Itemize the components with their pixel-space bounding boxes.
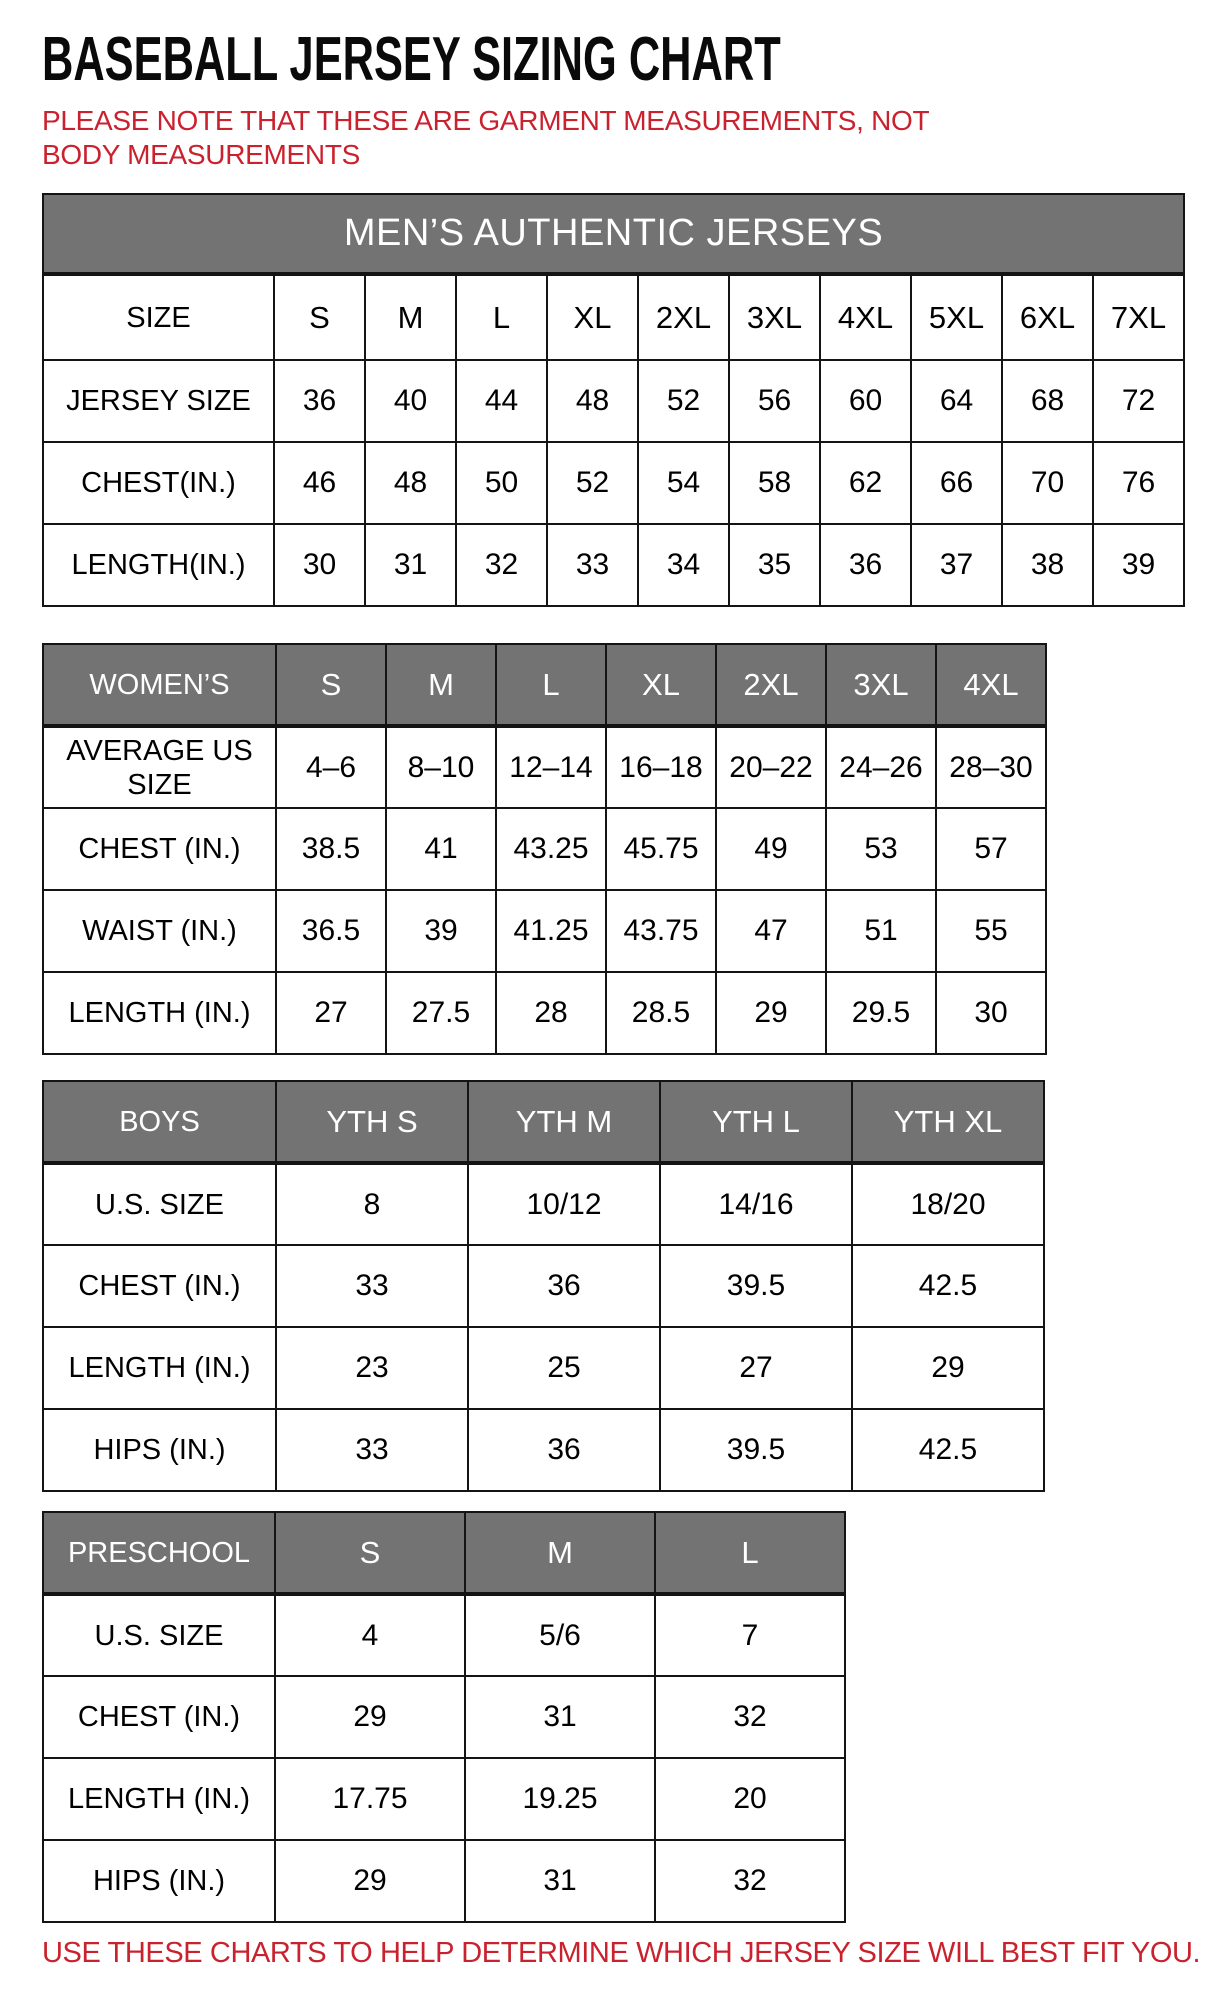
column-header-cell: XL	[606, 644, 716, 726]
size-value-cell: 33	[276, 1409, 468, 1491]
size-value-cell: 33	[276, 1245, 468, 1327]
size-value-cell: 23	[276, 1327, 468, 1409]
size-value-cell: 70	[1002, 442, 1093, 524]
mens-sizing-table	[42, 193, 1185, 607]
size-value-cell: 30	[274, 524, 365, 606]
column-header-cell: L	[496, 644, 606, 726]
row-label-cell: CHEST (IN.)	[43, 1245, 276, 1327]
size-value-cell: 4	[275, 1594, 465, 1676]
size-value-cell: 40	[365, 360, 456, 442]
column-header-cell: M	[365, 274, 456, 360]
size-value-cell: 42.5	[852, 1245, 1044, 1327]
womens-table-container	[42, 643, 1200, 1055]
size-value-cell: 58	[729, 442, 820, 524]
size-value-cell: 43.25	[496, 808, 606, 890]
size-value-cell: 36	[468, 1245, 660, 1327]
size-value-cell: 52	[638, 360, 729, 442]
size-value-cell: 54	[638, 442, 729, 524]
size-value-cell: 36	[468, 1409, 660, 1491]
boys-column-header-row	[43, 1081, 1044, 1163]
size-value-cell: 28–30	[936, 726, 1046, 808]
column-header-cell: L	[456, 274, 547, 360]
size-value-cell: 31	[465, 1676, 655, 1758]
size-value-cell: 43.75	[606, 890, 716, 972]
size-value-cell: 32	[655, 1840, 845, 1922]
womens-column-header-row	[43, 644, 1046, 726]
size-value-cell: 56	[729, 360, 820, 442]
size-value-cell: 28	[496, 972, 606, 1054]
size-value-cell: 8	[276, 1163, 468, 1245]
size-value-cell: 17.75	[275, 1758, 465, 1840]
row-label-cell: CHEST(IN.)	[43, 442, 274, 524]
column-header-cell: YTH L	[660, 1081, 852, 1163]
size-value-cell: 39	[1093, 524, 1184, 606]
size-value-cell: 64	[911, 360, 1002, 442]
column-header-cell: 2XL	[716, 644, 826, 726]
size-value-cell: 16–18	[606, 726, 716, 808]
size-value-cell: 39.5	[660, 1409, 852, 1491]
size-value-cell: 29	[716, 972, 826, 1054]
row-label-cell: AVERAGE US SIZE	[43, 726, 276, 808]
size-value-cell: 66	[911, 442, 1002, 524]
boys-table-container	[42, 1080, 1200, 1492]
boys-data-row	[43, 1163, 1044, 1245]
preschool-data-row	[43, 1758, 845, 1840]
mens-data-row	[43, 524, 1184, 606]
size-value-cell: 10/12	[468, 1163, 660, 1245]
mens-banner-row	[43, 194, 1184, 274]
size-value-cell: 76	[1093, 442, 1184, 524]
womens-data-row	[43, 890, 1046, 972]
column-header-cell: 7XL	[1093, 274, 1184, 360]
size-value-cell: 39	[386, 890, 496, 972]
womens-sizing-table	[42, 643, 1047, 1055]
column-header-cell: YTH S	[276, 1081, 468, 1163]
size-value-cell: 27	[276, 972, 386, 1054]
row-label-cell: WAIST (IN.)	[43, 890, 276, 972]
size-value-cell: 46	[274, 442, 365, 524]
table-banner: MEN’S AUTHENTIC JERSEYS	[43, 194, 1184, 274]
mens-data-row	[43, 442, 1184, 524]
size-value-cell: 33	[547, 524, 638, 606]
size-value-cell: 20	[655, 1758, 845, 1840]
size-value-cell: 35	[729, 524, 820, 606]
size-value-cell: 20–22	[716, 726, 826, 808]
mens-column-header-row	[43, 274, 1184, 360]
size-value-cell: 29	[852, 1327, 1044, 1409]
size-value-cell: 53	[826, 808, 936, 890]
column-header-cell: YTH M	[468, 1081, 660, 1163]
size-value-cell: 12–14	[496, 726, 606, 808]
boys-data-row	[43, 1245, 1044, 1327]
preschool-data-row	[43, 1676, 845, 1758]
size-value-cell: 44	[456, 360, 547, 442]
boys-data-row	[43, 1409, 1044, 1491]
row-label-cell: CHEST (IN.)	[43, 1676, 275, 1758]
preschool-column-header-row	[43, 1512, 845, 1594]
boys-data-row	[43, 1327, 1044, 1409]
column-header-cell: M	[465, 1512, 655, 1594]
column-header-cell: 5XL	[911, 274, 1002, 360]
column-header-cell: S	[274, 274, 365, 360]
size-value-cell: 30	[936, 972, 1046, 1054]
size-value-cell: 29	[275, 1676, 465, 1758]
column-header-cell: 4XL	[936, 644, 1046, 726]
size-value-cell: 68	[1002, 360, 1093, 442]
row-label-cell: HIPS (IN.)	[43, 1840, 275, 1922]
size-value-cell: 72	[1093, 360, 1184, 442]
row-label-cell: U.S. SIZE	[43, 1163, 276, 1245]
size-value-cell: 39.5	[660, 1245, 852, 1327]
row-label-cell: HIPS (IN.)	[43, 1409, 276, 1491]
boys-sizing-table	[42, 1080, 1045, 1492]
preschool-data-row	[43, 1594, 845, 1676]
size-value-cell: 27.5	[386, 972, 496, 1054]
size-value-cell: 60	[820, 360, 911, 442]
size-value-cell: 38	[1002, 524, 1093, 606]
size-value-cell: 57	[936, 808, 1046, 890]
row-label-cell: U.S. SIZE	[43, 1594, 275, 1676]
size-value-cell: 45.75	[606, 808, 716, 890]
size-value-cell: 7	[655, 1594, 845, 1676]
page-title: BASEBALL JERSEY SIZING CHART	[42, 25, 781, 94]
size-value-cell: 51	[826, 890, 936, 972]
size-value-cell: 32	[456, 524, 547, 606]
row-label-cell: WOMEN’S	[43, 644, 276, 726]
column-header-cell: 2XL	[638, 274, 729, 360]
size-value-cell: 25	[468, 1327, 660, 1409]
size-value-cell: 41	[386, 808, 496, 890]
row-label-cell: SIZE	[43, 274, 274, 360]
column-header-cell: 4XL	[820, 274, 911, 360]
size-value-cell: 41.25	[496, 890, 606, 972]
column-header-cell: 6XL	[1002, 274, 1093, 360]
column-header-cell: S	[276, 644, 386, 726]
column-header-cell: L	[655, 1512, 845, 1594]
size-value-cell: 24–26	[826, 726, 936, 808]
size-value-cell: 29	[275, 1840, 465, 1922]
mens-data-row	[43, 360, 1184, 442]
size-value-cell: 4–6	[276, 726, 386, 808]
womens-data-row	[43, 726, 1046, 808]
row-label-cell: LENGTH (IN.)	[43, 972, 276, 1054]
size-value-cell: 34	[638, 524, 729, 606]
size-value-cell: 36	[274, 360, 365, 442]
size-value-cell: 31	[465, 1840, 655, 1922]
size-value-cell: 55	[936, 890, 1046, 972]
page-root	[0, 25, 1220, 1970]
garment-measurement-note: PLEASE NOTE THAT THESE ARE GARMENT MEASUREMENTS, NOT BODY MEASUREMENTS	[42, 105, 929, 170]
size-value-cell: 48	[547, 360, 638, 442]
size-value-cell: 36.5	[276, 890, 386, 972]
size-value-cell: 32	[655, 1676, 845, 1758]
size-value-cell: 42.5	[852, 1409, 1044, 1491]
size-value-cell: 48	[365, 442, 456, 524]
column-header-cell: 3XL	[729, 274, 820, 360]
column-header-cell: S	[275, 1512, 465, 1594]
row-label-cell: LENGTH (IN.)	[43, 1758, 275, 1840]
size-value-cell: 29.5	[826, 972, 936, 1054]
column-header-cell: M	[386, 644, 496, 726]
preschool-sizing-table	[42, 1511, 846, 1923]
size-value-cell: 47	[716, 890, 826, 972]
womens-data-row	[43, 808, 1046, 890]
footer-note: USE THESE CHARTS TO HELP DETERMINE WHICH JERSEY SIZE WILL BEST FIT YOU.	[42, 1937, 1201, 1969]
size-value-cell: 50	[456, 442, 547, 524]
preschool-table-container	[42, 1511, 1200, 1923]
row-label-cell: BOYS	[43, 1081, 276, 1163]
row-label-cell: LENGTH(IN.)	[43, 524, 274, 606]
size-value-cell: 18/20	[852, 1163, 1044, 1245]
row-label-cell: CHEST (IN.)	[43, 808, 276, 890]
size-value-cell: 14/16	[660, 1163, 852, 1245]
womens-data-row	[43, 972, 1046, 1054]
size-value-cell: 49	[716, 808, 826, 890]
row-label-cell: PRESCHOOL	[43, 1512, 275, 1594]
mens-table-container	[42, 193, 1200, 607]
size-value-cell: 8–10	[386, 726, 496, 808]
size-value-cell: 19.25	[465, 1758, 655, 1840]
row-label-cell: LENGTH (IN.)	[43, 1327, 276, 1409]
column-header-cell: YTH XL	[852, 1081, 1044, 1163]
preschool-data-row	[43, 1840, 845, 1922]
row-label-cell: JERSEY SIZE	[43, 360, 274, 442]
column-header-cell: XL	[547, 274, 638, 360]
size-value-cell: 27	[660, 1327, 852, 1409]
size-value-cell: 62	[820, 442, 911, 524]
size-value-cell: 52	[547, 442, 638, 524]
size-value-cell: 38.5	[276, 808, 386, 890]
size-value-cell: 37	[911, 524, 1002, 606]
size-value-cell: 36	[820, 524, 911, 606]
size-value-cell: 28.5	[606, 972, 716, 1054]
size-value-cell: 31	[365, 524, 456, 606]
column-header-cell: 3XL	[826, 644, 936, 726]
size-value-cell: 5/6	[465, 1594, 655, 1676]
